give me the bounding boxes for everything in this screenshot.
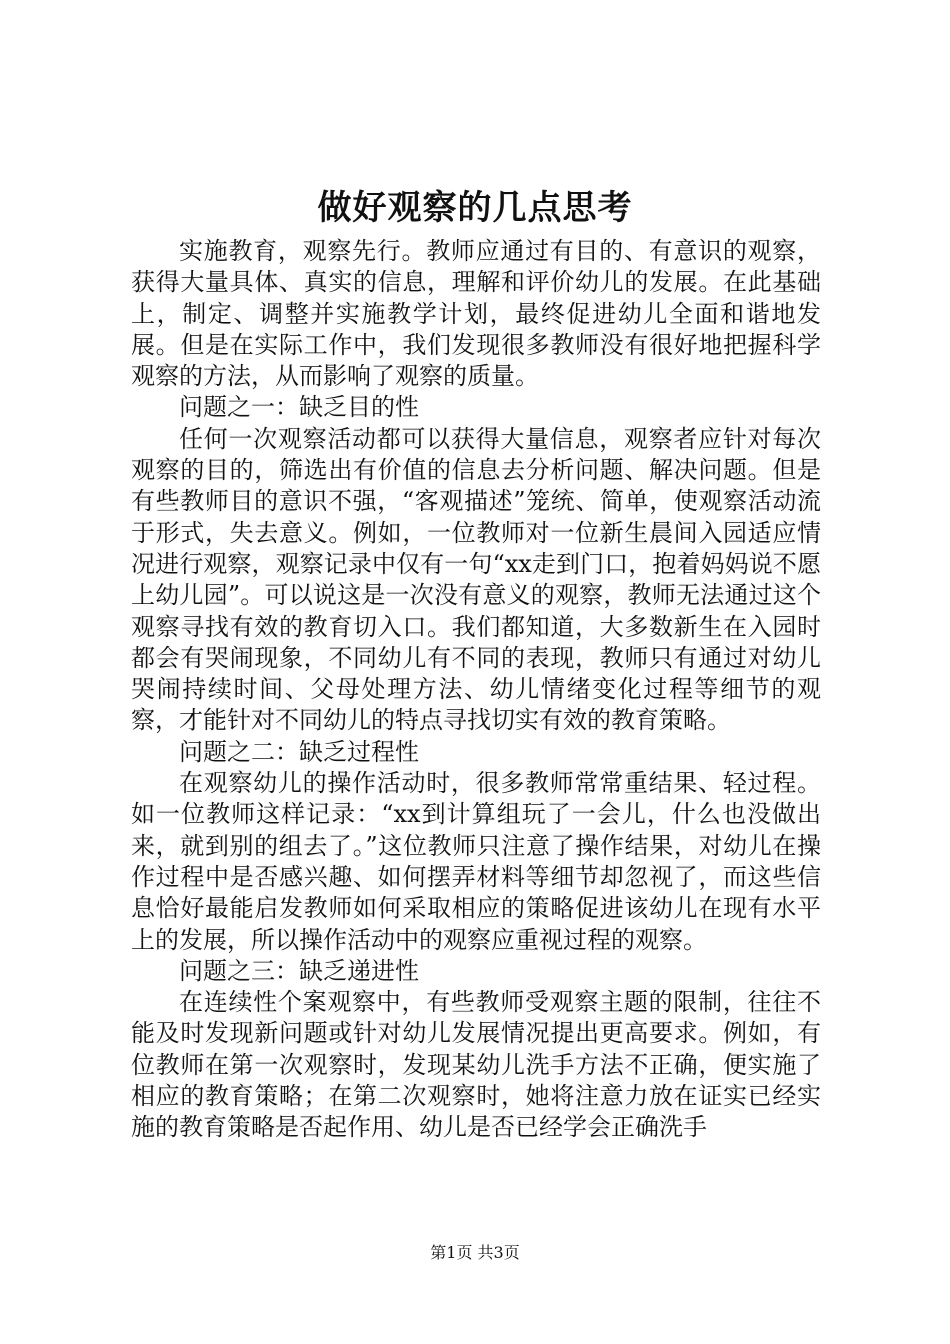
paragraph-section-3: 在连续性个案观察中，有些教师受观察主题的限制，往往不能及时发现新问题或针对幼儿发展情况提出更高要求。例如，有位教师在第一次观察时，发现某幼儿洗手方法不正确，便实施了相应的教育策略；在第二次观察时，她将注意力放在证实已经实施的教育策略是否起作用、幼儿是否已经学会正确洗手 <box>131 988 821 1142</box>
paragraph-section-2: 在观察幼儿的操作活动时，很多教师常常重结果、轻过程。如一位教师这样记录：“xx到计算组玩了一会儿，什么也没做出来，就到别的组去了。”这位教师只注意了操作结果，对幼儿在操作过程中是否感兴趣、如何摆弄材料等细节却忽视了，而这些信息恰好最能启发教师如何采取相应的策略促进该幼儿在现有水平上的发展，所以操作活动中的观察应重视过程的观察。 <box>131 769 821 954</box>
section-heading-1: 问题之一：缺乏目的性 <box>179 393 419 422</box>
paragraph-intro: 实施教育，观察先行。教师应通过有目的、有意识的观察，获得大量具体、真实的信息，理解和评价幼儿的发展。在此基础上，制定、调整并实施教学计划，最终促进幼儿全面和谐地发展。但是在实际工作中，我们发现很多教师没有很好地把握科学观察的方法，从而影响了观察的质量。 <box>131 237 821 391</box>
paragraph-section-1: 任何一次观察活动都可以获得大量信息，观察者应针对每次观察的目的，筛选出有价值的信息去分析问题、解决问题。但是有些教师目的意识不强，“客观描述”笼统、简单，使观察活动流于形式，失去意义。例如，一位教师对一位新生晨间入园适应情况进行观察，观察记录中仅有一句“xx走到门口，抱着妈妈说不愿上幼儿园”。可以说这是一次没有意义的观察，教师无法通过这个观察寻找有效的教育切入口。我们都知道，大多数新生在入园时都会有哭闹现象，不同幼儿有不同的表现，教师只有通过对幼儿哭闹持续时间、父母处理方法、幼儿情绪变化过程等细节的观察，才能针对不同幼儿的特点寻找切实有效的教育策略。 <box>131 424 821 735</box>
document-title: 做好观察的几点思考 <box>317 188 633 228</box>
section-heading-2: 问题之二：缺乏过程性 <box>179 737 419 766</box>
page-footer: 第1页 共3页 <box>430 1243 520 1262</box>
document-body <box>131 236 821 1144</box>
section-heading-3: 问题之三：缺乏递进性 <box>179 956 419 985</box>
